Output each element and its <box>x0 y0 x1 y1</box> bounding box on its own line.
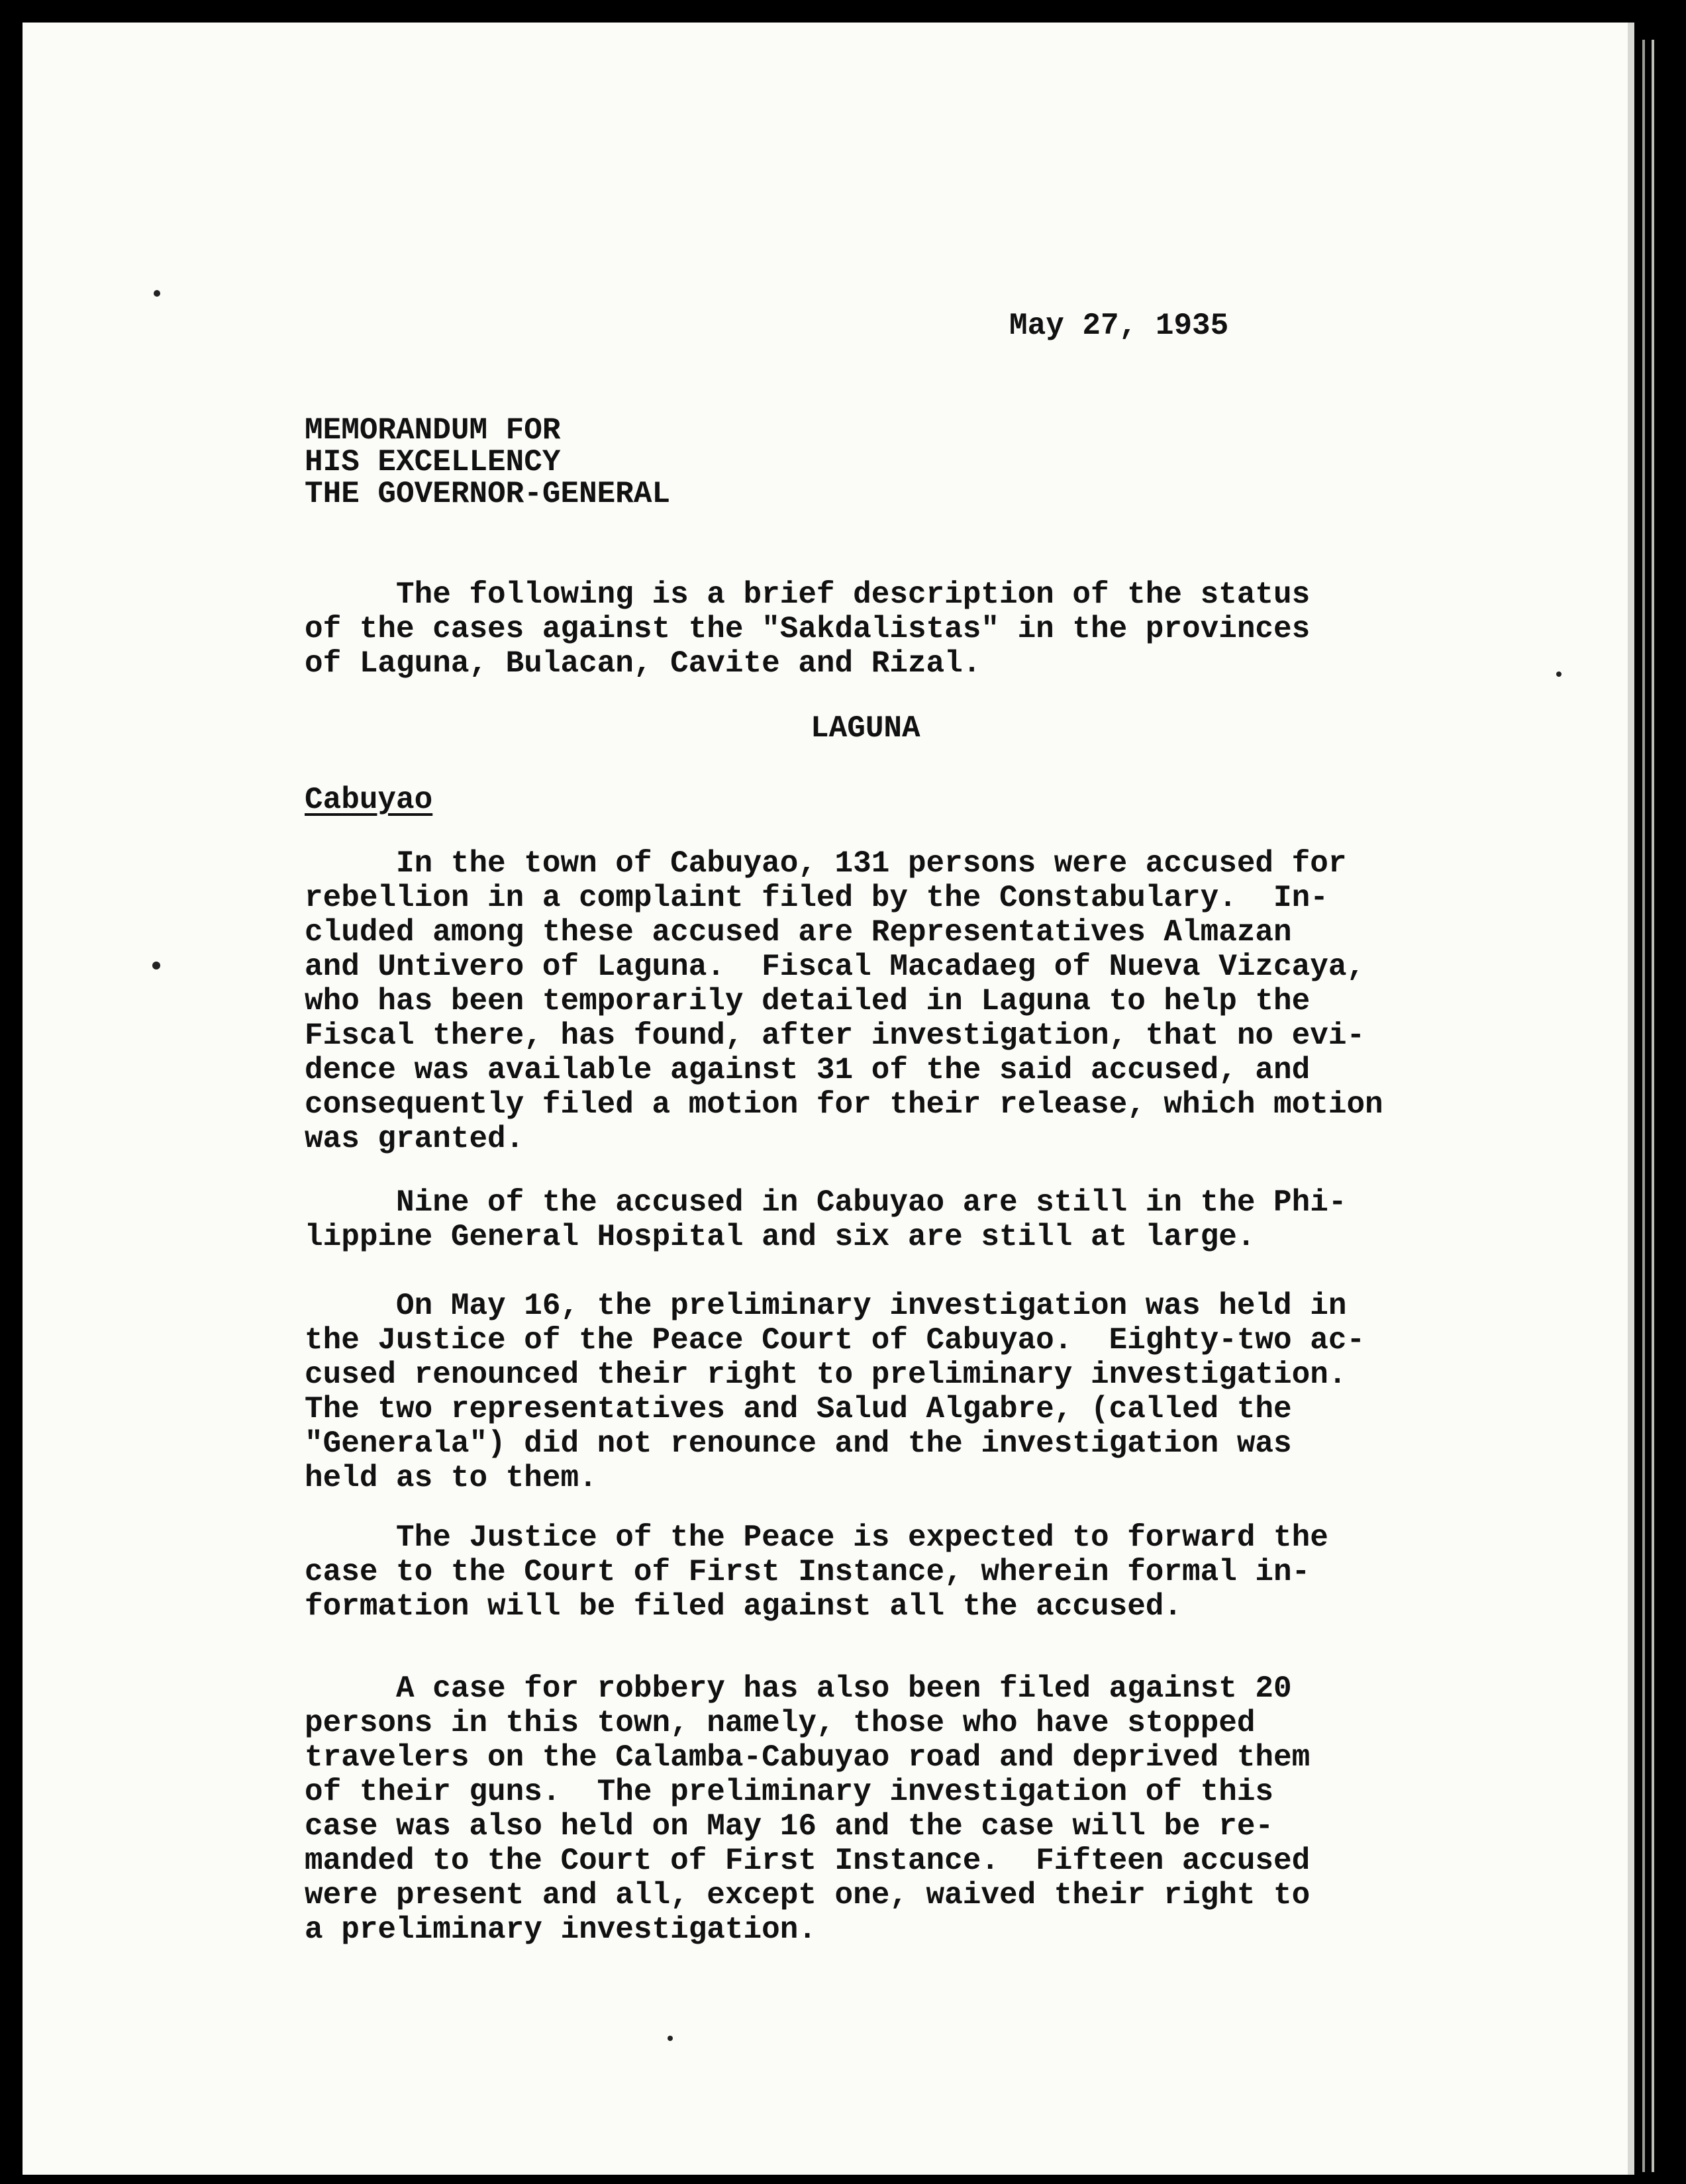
intro-paragraph <box>305 577 1310 681</box>
text-line: who has been temporarily detailed in Laguna to help the <box>305 984 1311 1018</box>
text-line: travelers on the Calamba-Cabuyao road and deprived them <box>305 1740 1311 1775</box>
text-line: A case for robbery has also been filed against 20 <box>305 1671 1292 1706</box>
document-page <box>23 23 1634 2175</box>
text-line: case to the Court of First Instance, wherein formal in- <box>305 1555 1311 1589</box>
ink-speck <box>152 962 160 969</box>
text-line: persons in this town, namely, those who have stopped <box>305 1706 1256 1740</box>
text-line: On May 16, the preliminary investigation was held in <box>305 1289 1347 1323</box>
addressee-line: HIS EXCELLENCY <box>305 445 561 479</box>
body-paragraph <box>305 846 1383 1156</box>
body-paragraph <box>305 1671 1310 1947</box>
page-stack-edge <box>1642 40 1645 2172</box>
ink-speck <box>1556 671 1562 677</box>
text-line: held as to them. <box>305 1461 597 1495</box>
memo-addressee <box>305 415 670 510</box>
text-line: and Untivero of Laguna. Fiscal Macadaeg of Nueva Vizcaya, <box>305 950 1365 984</box>
text-line: In the town of Cabuyao, 131 persons were accused for <box>305 846 1347 881</box>
text-line: The following is a brief description of the status <box>305 577 1311 612</box>
ink-speck <box>668 2036 673 2041</box>
text-line: were present and all, except one, waived their right to <box>305 1878 1311 1912</box>
text-line: of their guns. The preliminary investigation of this <box>305 1775 1274 1809</box>
text-line: of Laguna, Bulacan, Cavite and Rizal. <box>305 646 981 681</box>
province-heading: LAGUNA <box>811 711 920 746</box>
text-line: dence was available against 31 of the said accused, and <box>305 1053 1311 1087</box>
section-heading: Cabuyao <box>305 783 433 817</box>
body-paragraph <box>305 1289 1365 1495</box>
text-line: cused renounced their right to preliminary investigation. <box>305 1358 1347 1392</box>
text-line: manded to the Court of First Instance. Fifteen accused <box>305 1844 1311 1878</box>
text-line: The Justice of the Peace is expected to forward the <box>305 1520 1328 1555</box>
body-paragraph <box>305 1185 1346 1254</box>
text-line: was granted. <box>305 1122 524 1156</box>
text-line: a preliminary investigation. <box>305 1912 817 1947</box>
addressee-line: THE GOVERNOR-GENERAL <box>305 477 671 511</box>
text-line: lippine General Hospital and six are still at large. <box>305 1220 1256 1254</box>
body-paragraph <box>305 1520 1328 1624</box>
text-line: of the cases against the "Sakdalistas" in the provinces <box>305 612 1311 646</box>
text-line: rebellion in a complaint filed by the Constabulary. In- <box>305 881 1328 915</box>
text-line: case was also held on May 16 and the case will be re- <box>305 1809 1274 1844</box>
text-line: formation will be filed against all the accused. <box>305 1589 1183 1624</box>
ink-speck <box>154 290 160 297</box>
text-line: consequently filed a motion for their release, which motion <box>305 1087 1383 1122</box>
addressee-line: MEMORANDUM FOR <box>305 413 561 448</box>
page-stack-edge <box>1652 40 1654 2172</box>
text-line: the Justice of the Peace Court of Cabuyao. Eighty-two ac- <box>305 1323 1365 1358</box>
text-line: Nine of the accused in Cabuyao are still in the Phi- <box>305 1185 1347 1220</box>
text-line: Fiscal there, has found, after investigation, that no evi- <box>305 1018 1365 1053</box>
text-line: cluded among these accused are Representatives Almazan <box>305 915 1292 950</box>
text-line: The two representatives and Salud Algabre, (called the <box>305 1392 1292 1426</box>
text-line: "Generala") did not renounce and the investigation was <box>305 1426 1292 1461</box>
memo-date: May 27, 1935 <box>1009 309 1229 343</box>
